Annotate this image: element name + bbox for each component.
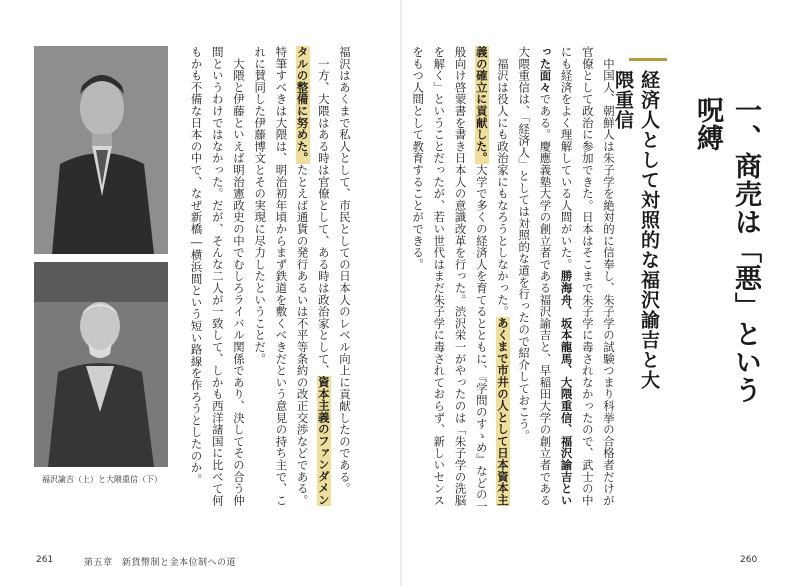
right-paragraph-2a: 福沢は役人にも政治家にもなろうとしなかった。 — [495, 57, 510, 318]
left-page-body — [180, 46, 355, 516]
page-gutter — [400, 0, 402, 586]
section-rule — [629, 58, 667, 61]
left-highlight-okuma: 資本主義のファンダメンタルの整備に努めた。 — [295, 46, 331, 507]
right-paragraph-1a: 中国人、朝鮮人は朱子学を絶対的に信奉し、朱子学の試験つまり科挙の合格者だけが官僚として政治に参加できた。日本はそこまで朱子学に毒されなかったので、武士の中にも経済をよく理解している人間がいた。 — [559, 46, 616, 507]
right-paragraph-2c: 大学で多くの経済人を育てるとともに、『学問のすゝめ』などの一般向け啓蒙書を書き日本人の意識改革を行った。渋沢栄一がやったのは「朱子学の洗脳を解く」ということだったが、若い世代はまだ朱子学に毒されておらず、新しいセンスをもつ人間として教育することができる。 — [411, 46, 489, 513]
running-chapter-title: 第五章 新貨幣制と金本位制への道 — [84, 558, 237, 568]
right-highlight-fukuzawa: あくまで市井の人として日本資本主義の確立に貢献した。 — [474, 46, 510, 507]
left-paragraph-2a: 一方、大隈はある時は官僚として、ある時は政治家として、 — [316, 57, 331, 377]
right-page-body — [411, 46, 619, 516]
left-paragraph-3: 大隈と伊藤といえば明治憲政史の中でむしろライバル関係であり、決してその合う仲間というわけではなかった。だが、そんな二人が一致して、しかも西洋諸国に比べて何もかも不備な日本の中で、なぜ新橋―横浜間という短い路線を作ろうとしたのか。 — [189, 46, 246, 507]
photo-caption: 福沢諭吉（上）と大隈重信（下） — [42, 475, 162, 484]
right-bold-names: 勝海舟、坂本龍馬、大隈重信、福沢諭吉といった面々 — [538, 46, 574, 507]
photo-fukuzawa-yukichi — [34, 46, 168, 254]
left-page-number: 261 — [36, 555, 54, 565]
photo-okuma-shigenobu — [34, 262, 168, 467]
left-paragraph-1: 福沢はあくまで私人として、市民としての日本人のレベル向上に貢献したのである。 — [338, 46, 352, 495]
portrait-fukuzawa — [34, 46, 168, 254]
portrait-okuma — [34, 262, 168, 467]
right-page-number: 260 — [740, 555, 758, 565]
left-paragraph-2c: たとえば通貨の発行あるいは不平等条約の改正交渉などである。特筆すべきは大隈は、明治初年頃からまず鉄道を敷くべきだという意見の持ち主で、これに賛同した伊藤博文とその実現に尽力したということだ。 — [253, 46, 310, 507]
chapter-heading: 一、商売は「悪」という呪縛 — [692, 96, 761, 404]
section-heading: 経済人として対照的な福沢諭吉と大隈重信 — [612, 70, 660, 390]
right-paragraph-1c: である。慶應義塾大学の創立者である福沢諭吉と、早稲田大学の創立者である大隈重信は、「経済人」としては対照的な道を行ったので紹介しておこう。 — [517, 46, 553, 507]
